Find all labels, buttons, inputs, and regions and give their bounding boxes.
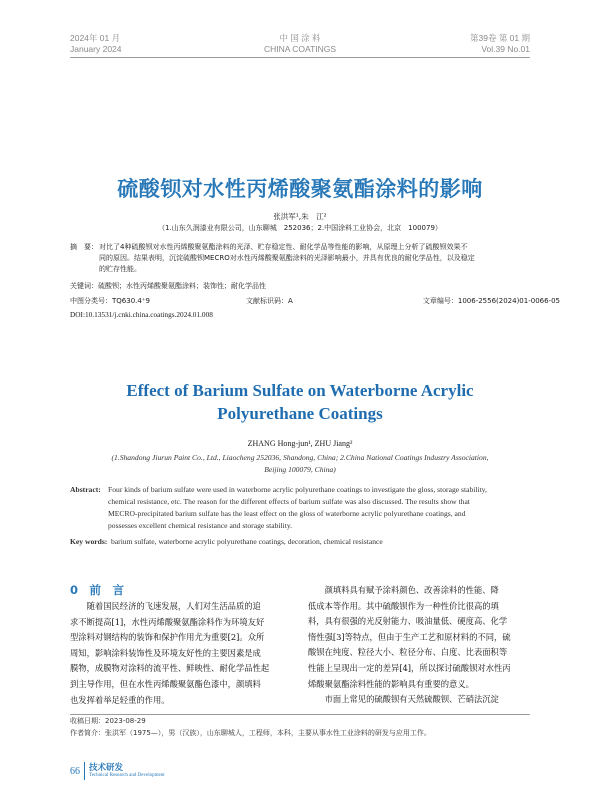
- body-right-column: [308, 583, 536, 708]
- title-cn: 硫酸钡对水性丙烯酸聚氨酯涂料的影响: [117, 177, 483, 201]
- header-journal-cn: 中 国 涂 料: [279, 33, 321, 43]
- abstract-en-label: Abstract:: [70, 485, 101, 494]
- clc-number: 中图分类号：TQ630.4⁺9: [70, 297, 150, 305]
- abstract-cn-line: 同的原因。结果表明，沉淀硫酸钡MECRO对水性丙烯酸聚氨酯涂料的光泽影响最小，并具有优良的耐化学品性，以及稳定: [99, 254, 475, 262]
- header-volume-en: Vol.39 No.01: [481, 44, 530, 54]
- keywords-en: barium sulfate, waterborne acrylic polyurethane coatings, decoration, chemical resistance: [111, 537, 383, 546]
- header-date-cn: 2024年 01 月: [70, 33, 121, 43]
- authors-cn: 张洪军¹,朱 江²: [273, 212, 327, 221]
- keywords-en-label: Key words:: [70, 537, 108, 546]
- body-line: 也发挥着举足轻重的作用。: [70, 694, 170, 705]
- body-line: 性能上呈现出一定的差异[4]，所以探讨硫酸钡对水性丙: [308, 662, 511, 673]
- header-journal-en: CHINA COATINGS: [263, 44, 337, 54]
- abstract-en-body: [108, 484, 536, 532]
- affiliation-en-line: (1.Shandong Jiurun Paint Co., Ltd., Liaocheng 252036, Shandong, China; 2.China National Coatings Industry Association,: [111, 453, 489, 462]
- footnote-author-intro: 作者简介：张洪军（1975—），男（汉族），山东聊城人，工程师，本科，主要从事水性工业涂料的研发与应用工作。: [70, 729, 431, 737]
- body-line: 酸钡在纯度、粒径大小、粒径分布、白度、比表面积等: [308, 647, 508, 658]
- section-heading-introduction: 0 前 言: [70, 583, 125, 597]
- footnote-rule: [70, 714, 530, 715]
- authors-en: ZHANG Hong-jun¹, ZHU Jiang²: [247, 439, 353, 448]
- footer-column-en: Technical Research and Development: [89, 773, 165, 778]
- abstract-en-line: MECRO-precipitated barium sulfate has the least effect on the gloss of waterborne acrylic polyurethane coatings, and: [108, 509, 466, 518]
- body-line: 烯酸聚氨酯涂料性能的影响具有重要的意义。: [308, 678, 474, 689]
- header-date-en: January 2024: [70, 44, 122, 54]
- abstract-en-line: Four kinds of barium sulfate were used in waterborne acrylic polyurethane coatings to investigate the gloss, storage stability,: [108, 485, 487, 494]
- abstract-cn-line: 对比了4种硫酸钡对水性丙烯酸聚氨酯涂料的光泽、贮存稳定性、耐化学品等性能的影响，从原理上分析了硫酸钡效果不: [99, 243, 468, 251]
- header-rule: [70, 57, 530, 58]
- body-line: 料，具有很强的光反射能力、吸油量低、硬度高、化学: [308, 616, 508, 627]
- body-line: 市面上常见的硫酸钡有天然硫酸钡、芒硝法沉淀: [308, 694, 499, 705]
- body-line: 型涂料对钢结构的装饰和保护作用尤为重要[2]。众所: [70, 632, 265, 643]
- footnote-received: 收稿日期：2023-08-29: [70, 717, 146, 725]
- body-line: 求不断提高[1]，水性丙烯酸聚氨酯涂料作为环境友好: [70, 616, 265, 627]
- affiliation-cn: （1.山东久润漆业有限公司，山东聊城 252036；2.中国涂料工业协会，北京 100079）: [158, 224, 442, 232]
- abstract-cn-body: [99, 242, 539, 275]
- body-line: 低成本等作用。其中硫酸钡作为一种性价比很高的填: [308, 600, 499, 611]
- header-volume-cn: 第39卷 第 01 期: [470, 33, 530, 43]
- title-en-line-1: Effect of Barium Sulfate on Waterborne Acrylic: [126, 381, 474, 400]
- affiliation-en-line: Beijing 100079, China): [264, 465, 336, 474]
- abstract-cn-line: 的贮存性能。: [99, 265, 141, 273]
- abstract-en-line: possesses excellent chemical resistance and storage stability.: [108, 521, 293, 530]
- abstract-cn-label: 摘 要：: [70, 243, 98, 251]
- document-code: 文献标识码：A: [246, 297, 293, 305]
- title-en-line-2: Polyurethane Coatings: [217, 404, 383, 423]
- affiliation-en: [60, 452, 540, 476]
- footer-column-cn: 技术研发: [89, 763, 124, 773]
- doi: DOI:10.13531/j.cnki.china.coatings.2024.01.008: [70, 310, 213, 319]
- body-line: 随着国民经济的飞速发展，人们对生活品质的追: [70, 601, 261, 611]
- body-line: 到主导作用，但在水性丙烯酸聚氨酯色漆中，颜填料: [70, 678, 261, 689]
- page-number: 66: [70, 766, 80, 777]
- article-number: 文章编号：1006-2556(2024)01-0066-05: [422, 297, 560, 305]
- body-line: 颜填料具有赋予涂料颜色、改善涂料的性能、降: [308, 585, 499, 595]
- body-line: 膜物，成膜物对涂料的流平性、鲜映性、耐化学品性起: [70, 663, 270, 674]
- abstract-en-line: chemical resistance, etc. The reason for the different effects of barium sulfate was also discussed. The results show that: [108, 497, 470, 506]
- body-line: 周知，影响涂料装饰性及环境友好性的主要因素是成: [70, 647, 261, 658]
- keywords-cn: 关键词：硫酸钡；水性丙烯酸聚氨酯涂料；装饰性；耐化学品性: [70, 282, 266, 290]
- body-left-column: [70, 599, 298, 708]
- body-line: 惰性强[3]等特点，但由于生产工艺和原材料的不同，硫: [308, 631, 511, 642]
- footer-divider: [84, 762, 85, 780]
